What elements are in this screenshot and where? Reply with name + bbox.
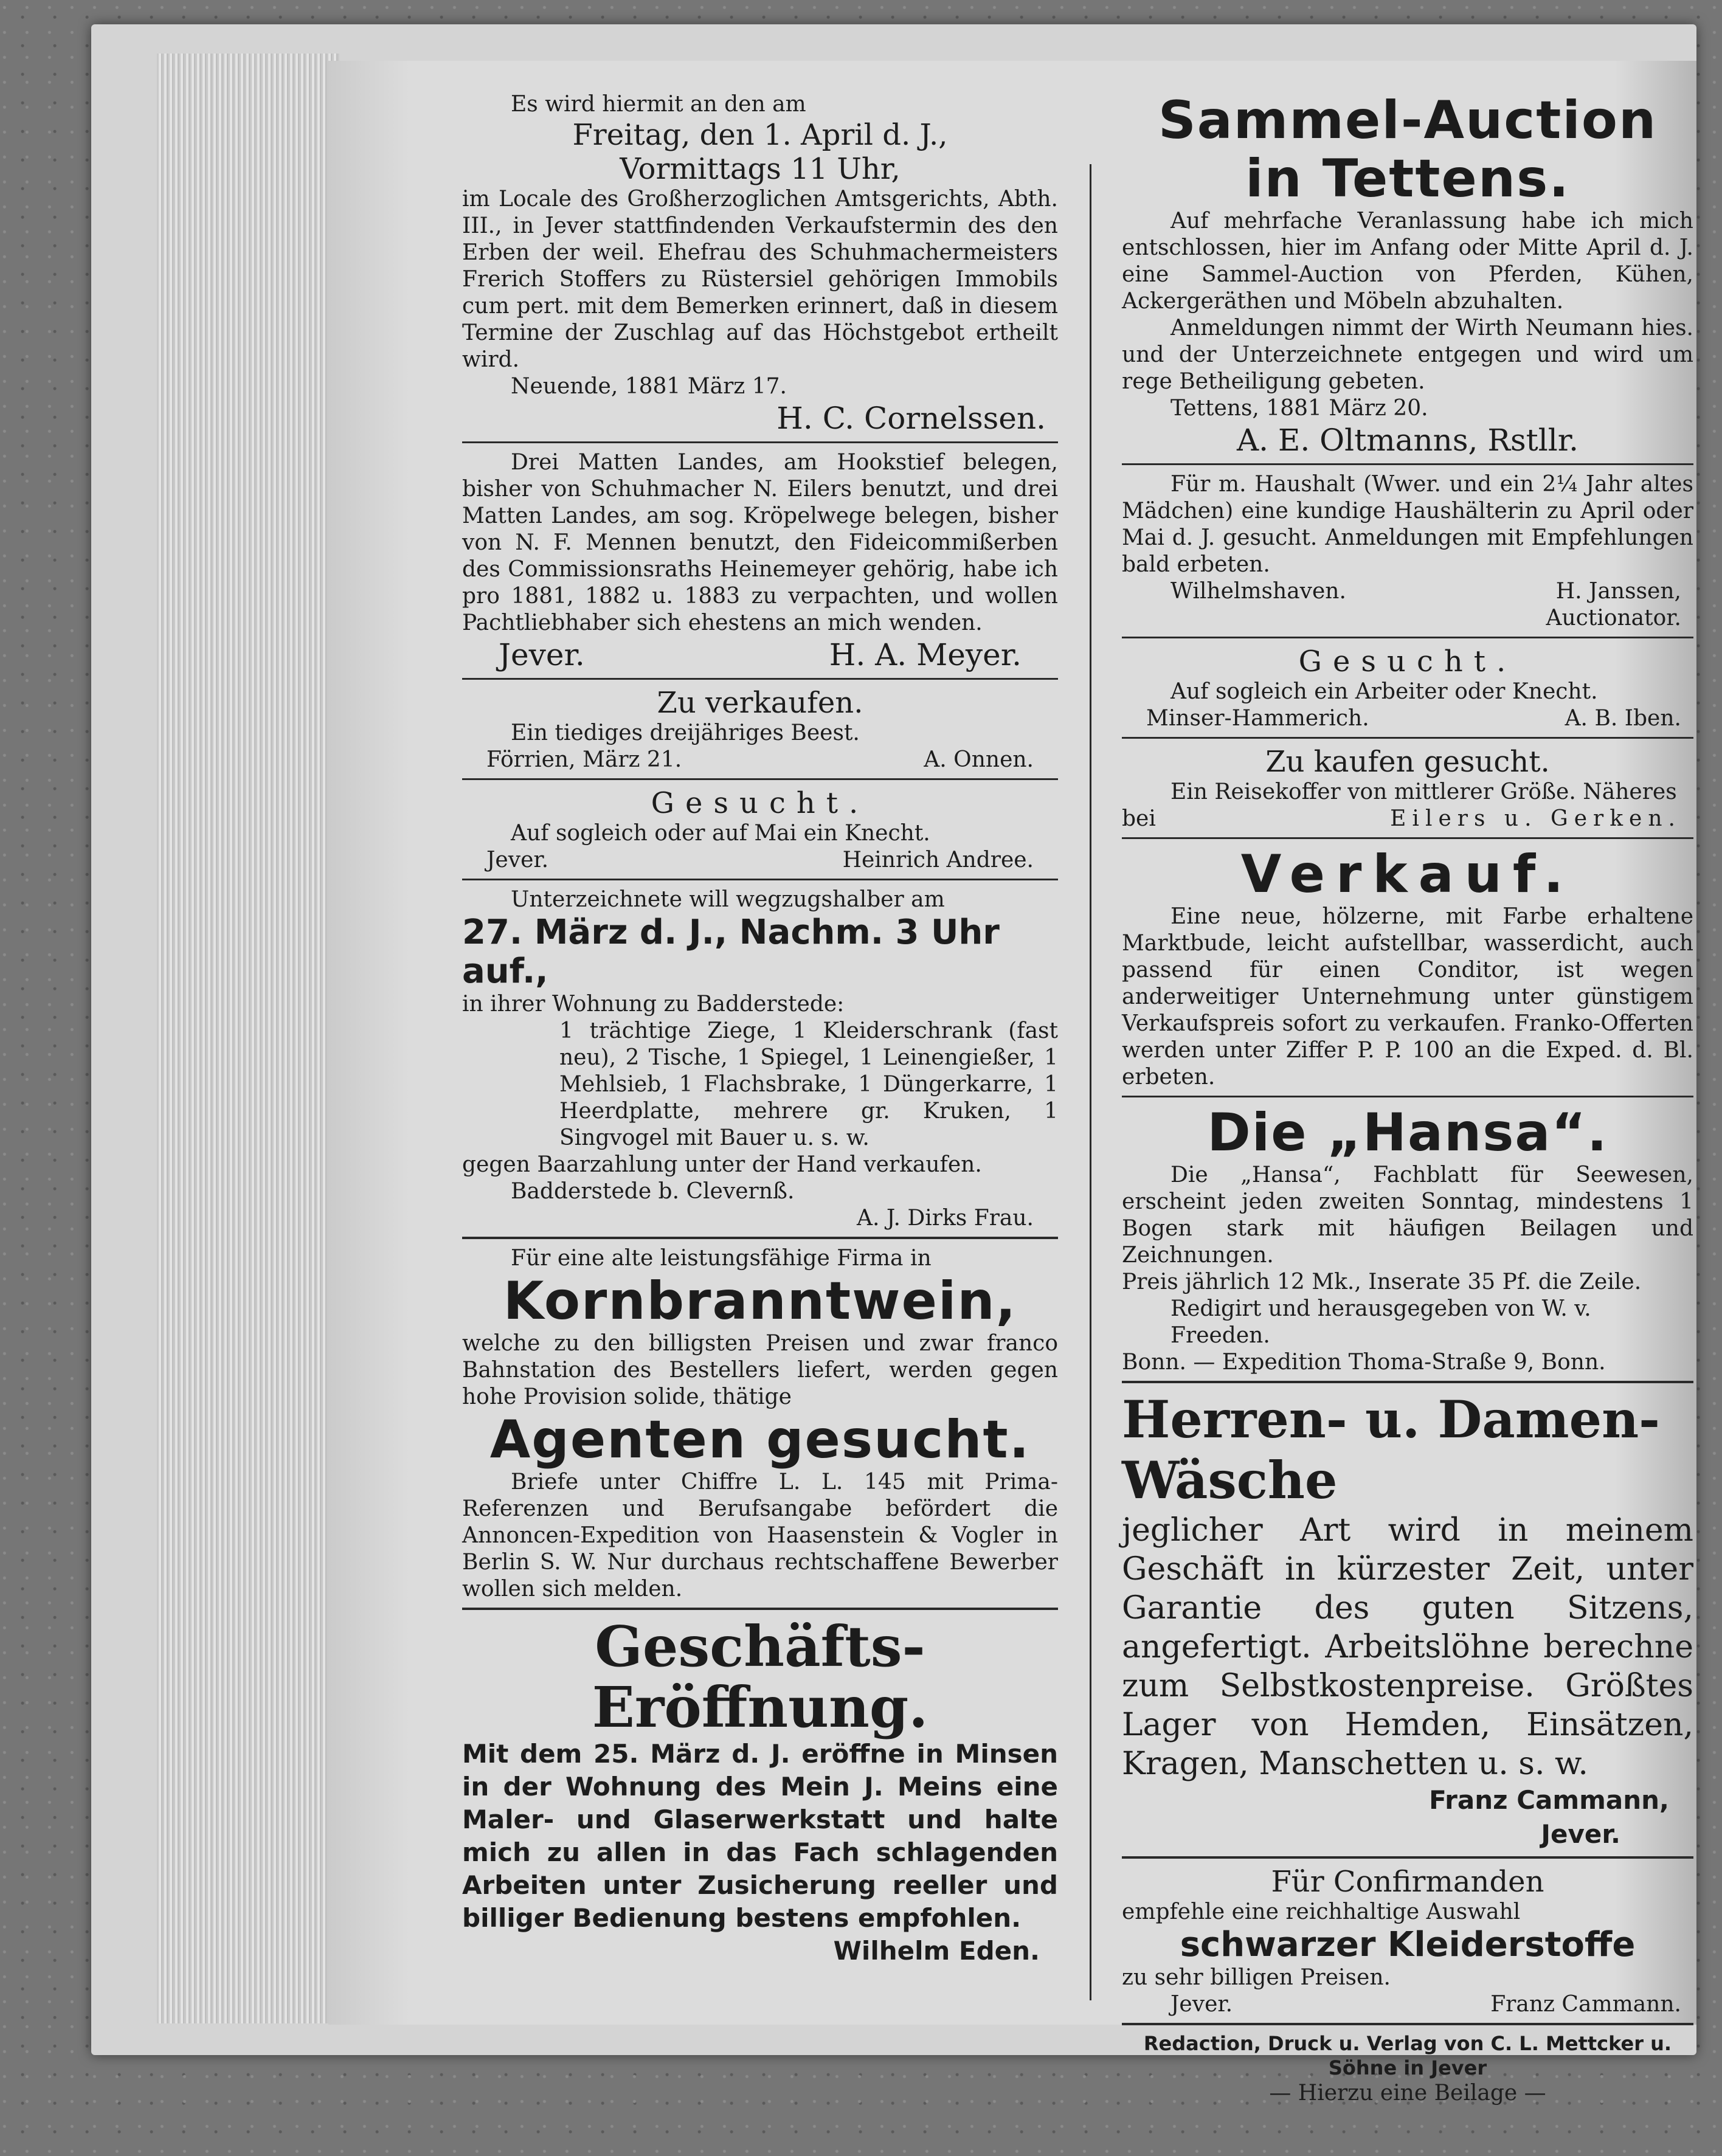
ad-body: jeglicher Art wird in meinem Geschäft in kürzester Zeit, unter Garantie des guten Sitzens, angefertigt. Arbeitslöhne berechne zum Selbstkostenpreise. Größtes Lager von Hemden, Einsätzen, Kragen, Manschetten u. s. w. bbox=[1122, 1512, 1693, 1782]
ad-title: Für Confirmanden bbox=[1271, 1865, 1544, 1899]
ad-line: Für eine alte leistungsfähige Firma in bbox=[511, 1246, 932, 1271]
divider bbox=[462, 778, 1058, 780]
ad-line: Ein Reisekoffer von mittlerer Größe. Näheres bbox=[1170, 779, 1677, 804]
ad-title: Herren- u. Damen-Wäsche bbox=[1122, 1389, 1661, 1510]
ad-signature: A. B. Iben. bbox=[1565, 706, 1681, 731]
ad-signature-row bbox=[1122, 1991, 1693, 2018]
page-edges bbox=[157, 54, 339, 2023]
ad-title: Zu verkaufen. bbox=[657, 686, 863, 720]
ad-date: Neuende, 1881 März 17. bbox=[511, 374, 787, 399]
ad-confirmation bbox=[1122, 1865, 1693, 2018]
ad-for-sale bbox=[462, 686, 1058, 773]
right-column bbox=[1122, 91, 1693, 2107]
ad-suitcase-wanted bbox=[1122, 745, 1693, 832]
ad-signature-place: Jever. bbox=[1541, 1819, 1620, 1849]
ad-line: Auf sogleich ein Arbeiter oder Knecht. bbox=[1170, 679, 1598, 704]
ad-household-sale bbox=[462, 886, 1058, 1232]
divider bbox=[1122, 837, 1693, 839]
ad-line: Es wird hiermit an den am bbox=[511, 92, 806, 117]
ad-place: Jever. bbox=[499, 637, 585, 672]
ad-signature: Heinrich Andree. bbox=[842, 848, 1034, 872]
ad-body: Drei Matten Landes, am Hookstief belegen, bisher von Schuhmacher N. Eilers benutzt, und drei Matten Landes, am sog. Kröpelwege belegen, bisher von N. F. Mennen benutzt, den Fideicommißerben des Commissionsraths Heinemeyer gehörig, habe ich pro 1881, 1882 u. 1883 zu verpachten, und wollen Pachtliebhaber sich ehestens an mich wenden. bbox=[462, 450, 1058, 635]
ad-title: Sammel-Auction in Tettens. bbox=[1158, 90, 1658, 209]
ad-signature-row bbox=[1122, 806, 1693, 832]
ad-title: Kornbranntwein, bbox=[503, 1271, 1017, 1332]
ad-line: in ihrer Wohnung zu Badderstede: bbox=[462, 992, 845, 1017]
ad-signature: H. C. Cornelssen. bbox=[776, 401, 1046, 436]
divider bbox=[1122, 1096, 1693, 1097]
ad-heading: 27. März d. J., Nachm. 3 Uhr auf., bbox=[462, 913, 1000, 991]
divider bbox=[1122, 1856, 1693, 1859]
ad-laundry bbox=[1122, 1389, 1693, 1851]
ad-auction-notice bbox=[462, 91, 1058, 437]
ad-body: im Locale des Großherzoglichen Amtsgerichts, Abth. III., in Jever stattfindenden Verkaufstermin des den Erben der weil. Ehefrau des Schuhmachermeisters Frerich Stoffers zu Rüstersiel gehörigen Immobils cum pert. mit dem Bemerken erinnert, daß in diesem Termine der Zuschlag auf das Höchstgebot ertheilt wird. bbox=[462, 187, 1058, 372]
ad-place: Minser-Hammerich. bbox=[1146, 706, 1369, 731]
ad-body: Die „Hansa“, Fachblatt für Seewesen, erscheint jeden zweiten Sonntag, mindestens 1 Bogen stark mit häufigen Beilagen und Zeichnungen. bbox=[1122, 1163, 1693, 1268]
ad-market-stall-sale bbox=[1122, 845, 1693, 1091]
ad-date: Tettens, 1881 März 20. bbox=[1170, 396, 1428, 421]
ad-signature: Wilhelm Eden. bbox=[833, 1936, 1040, 1966]
ad-title: schwarzer Kleiderstoffe bbox=[1180, 1925, 1636, 1964]
ad-body: Briefe unter Chiffre L. L. 145 mit Prima-Referenzen und Berufsangabe befördert die Annoncen-Expedition von Haasenstein & Vogler in Berlin S. W. Nur durchaus rechtschaffene Bewerber wollen sich melden. bbox=[462, 1470, 1058, 1601]
imprint: Redaction, Druck u. Verlag von C. L. Mettcker u. Söhne in Jever bbox=[1143, 2032, 1672, 2079]
ad-place: Jever. bbox=[486, 848, 549, 872]
ad-hansa bbox=[1122, 1104, 1693, 1376]
ad-heading: Freitag, den 1. April d. J., bbox=[572, 118, 948, 152]
ad-body: Mit dem 25. März d. J. eröffne in Minsen in der Wohnung des Mein J. Meins eine Maler- und Glaserwerkstatt und halte mich zu allen in das Fach schlagenden Arbeiten unter Zusicherung reeller und billiger Bedienung bestens empfohlen. bbox=[462, 1739, 1058, 1933]
left-column bbox=[462, 91, 1058, 1968]
ad-place: Förrien, März 21. bbox=[486, 747, 682, 772]
ad-signature: Franz Cammann, bbox=[1429, 1785, 1669, 1815]
ad-signature-row bbox=[1122, 705, 1693, 732]
ad-line: Redigirt und herausgegeben von W. v. Freeden. bbox=[1170, 1296, 1591, 1348]
divider bbox=[462, 678, 1058, 680]
ad-signature-row bbox=[1122, 578, 1693, 605]
ad-line: zu sehr billigen Preisen. bbox=[1122, 1965, 1391, 1990]
ad-title: Gesucht. bbox=[1298, 644, 1517, 679]
ad-body: Für m. Haushalt (Wwer. und ein 2¼ Jahr altes Mädchen) eine kundige Haushälterin zu April oder Mai d. J. gesucht. Anmeldungen mit Empfehlungen bald erbeten. bbox=[1122, 472, 1693, 577]
ad-signature-row bbox=[462, 747, 1058, 773]
ad-wanted-servant bbox=[462, 786, 1058, 874]
ad-business-opening bbox=[462, 1616, 1058, 1968]
supplement-note: — Hierzu eine Beilage — bbox=[1269, 2081, 1546, 2106]
ad-body: welche zu den billigsten Preisen und zwar franco Bahnstation des Bestellers liefert, werden gegen hohe Provision solide, thätige bbox=[462, 1331, 1058, 1409]
ad-heading: Vormittags 11 Uhr, bbox=[620, 152, 901, 186]
ad-line: Ein tiediges dreijähriges Beest. bbox=[511, 720, 860, 745]
ad-title: Agenten gesucht. bbox=[489, 1409, 1031, 1470]
ad-body: Auf mehrfache Veranlassung habe ich mich entschlossen, hier im Anfang oder Mitte April d. J. eine Sammel-Auction von Pferden, Kühen, Ackergeräthen und Möbeln abzuhalten. bbox=[1122, 209, 1693, 314]
ad-worker-wanted bbox=[1122, 644, 1693, 732]
ad-signature: H. A. Meyer. bbox=[829, 637, 1022, 672]
ad-signature: Franz Cammann. bbox=[1490, 1992, 1681, 2017]
ad-signature: A. J. Dirks Frau. bbox=[856, 1206, 1034, 1231]
ad-signature: A. Onnen. bbox=[924, 747, 1034, 772]
ad-body: Eine neue, hölzerne, mit Farbe erhaltene Marktbude, leicht aufstellbar, wasserdicht, auch passend für einen Conditor, ist wegen anderweitiger Unternehmung unter günstigem Verkaufspreis sofort zu verkaufen. Franko-Offerten werden unter Ziffer P. P. 100 an die Exped. d. Bl. erbeten. bbox=[1122, 904, 1693, 1090]
divider bbox=[1122, 2023, 1693, 2025]
divider bbox=[462, 879, 1058, 880]
ad-collective-auction bbox=[1122, 91, 1693, 458]
ad-line: Bonn. — Expedition Thoma-Straße 9, Bonn. bbox=[1122, 1350, 1606, 1375]
ad-signature-row bbox=[462, 847, 1058, 874]
ad-signature-row bbox=[462, 637, 1058, 673]
divider bbox=[1122, 737, 1693, 739]
ad-body: Anmeldungen nimmt der Wirth Neumann hies. und der Unterzeichnete entgegen und wird um rege Betheiligung gebeten. bbox=[1122, 316, 1693, 394]
ad-signature: A. E. Oltmanns, Rstllr. bbox=[1236, 423, 1579, 458]
ad-signature: H. Janssen, bbox=[1555, 579, 1681, 604]
ad-lease-land bbox=[462, 449, 1058, 673]
divider bbox=[1122, 463, 1693, 465]
divider bbox=[1122, 637, 1693, 638]
divider bbox=[462, 441, 1058, 443]
ad-line: bei bbox=[1122, 806, 1156, 831]
ad-title: Die „Hansa“. bbox=[1207, 1102, 1608, 1163]
ad-title: Gesucht. bbox=[651, 786, 870, 820]
ad-title: Zu kaufen gesucht. bbox=[1265, 745, 1550, 779]
column-divider bbox=[1090, 164, 1091, 2000]
ad-housekeeper-wanted bbox=[1122, 471, 1693, 632]
divider bbox=[1122, 1381, 1693, 1383]
ad-place: Wilhelmshaven. bbox=[1170, 579, 1346, 604]
ad-items: 1 trächtige Ziege, 1 Kleiderschrank (fast neu), 2 Tische, 1 Spiegel, 1 Leinengießer, 1 Mehlsieb, 1 Flachsbrake, 1 Düngerkarre, 1 Heerdplatte, mehrere gr. Kruken, 1 Singvogel mit Bauer u. s. w. bbox=[559, 1018, 1058, 1150]
divider bbox=[462, 1237, 1058, 1239]
ad-title: Geschäfts-Eröffnung. bbox=[592, 1614, 928, 1740]
ad-line: gegen Baarzahlung unter der Hand verkaufen. bbox=[462, 1152, 982, 1177]
ad-agents-wanted bbox=[462, 1245, 1058, 1603]
ad-line: Preis jährlich 12 Mk., Inserate 35 Pf. die Zeile. bbox=[1122, 1270, 1642, 1294]
ad-title: Verkauf. bbox=[1240, 844, 1575, 905]
divider bbox=[462, 1608, 1058, 1610]
ad-signature: Eilers u. Gerken. bbox=[1390, 806, 1681, 831]
ad-signature-title: Auctionator. bbox=[1546, 606, 1681, 631]
ad-place: Jever. bbox=[1170, 1992, 1233, 2017]
ad-line: Unterzeichnete will wegzugshalber am bbox=[511, 887, 945, 912]
ad-line: empfehle eine reichhaltige Auswahl bbox=[1122, 1899, 1521, 1924]
ad-place: Badderstede b. Clevernß. bbox=[511, 1179, 795, 1204]
ad-line: Auf sogleich oder auf Mai ein Knecht. bbox=[511, 821, 930, 846]
page-footer bbox=[1122, 2031, 1693, 2107]
